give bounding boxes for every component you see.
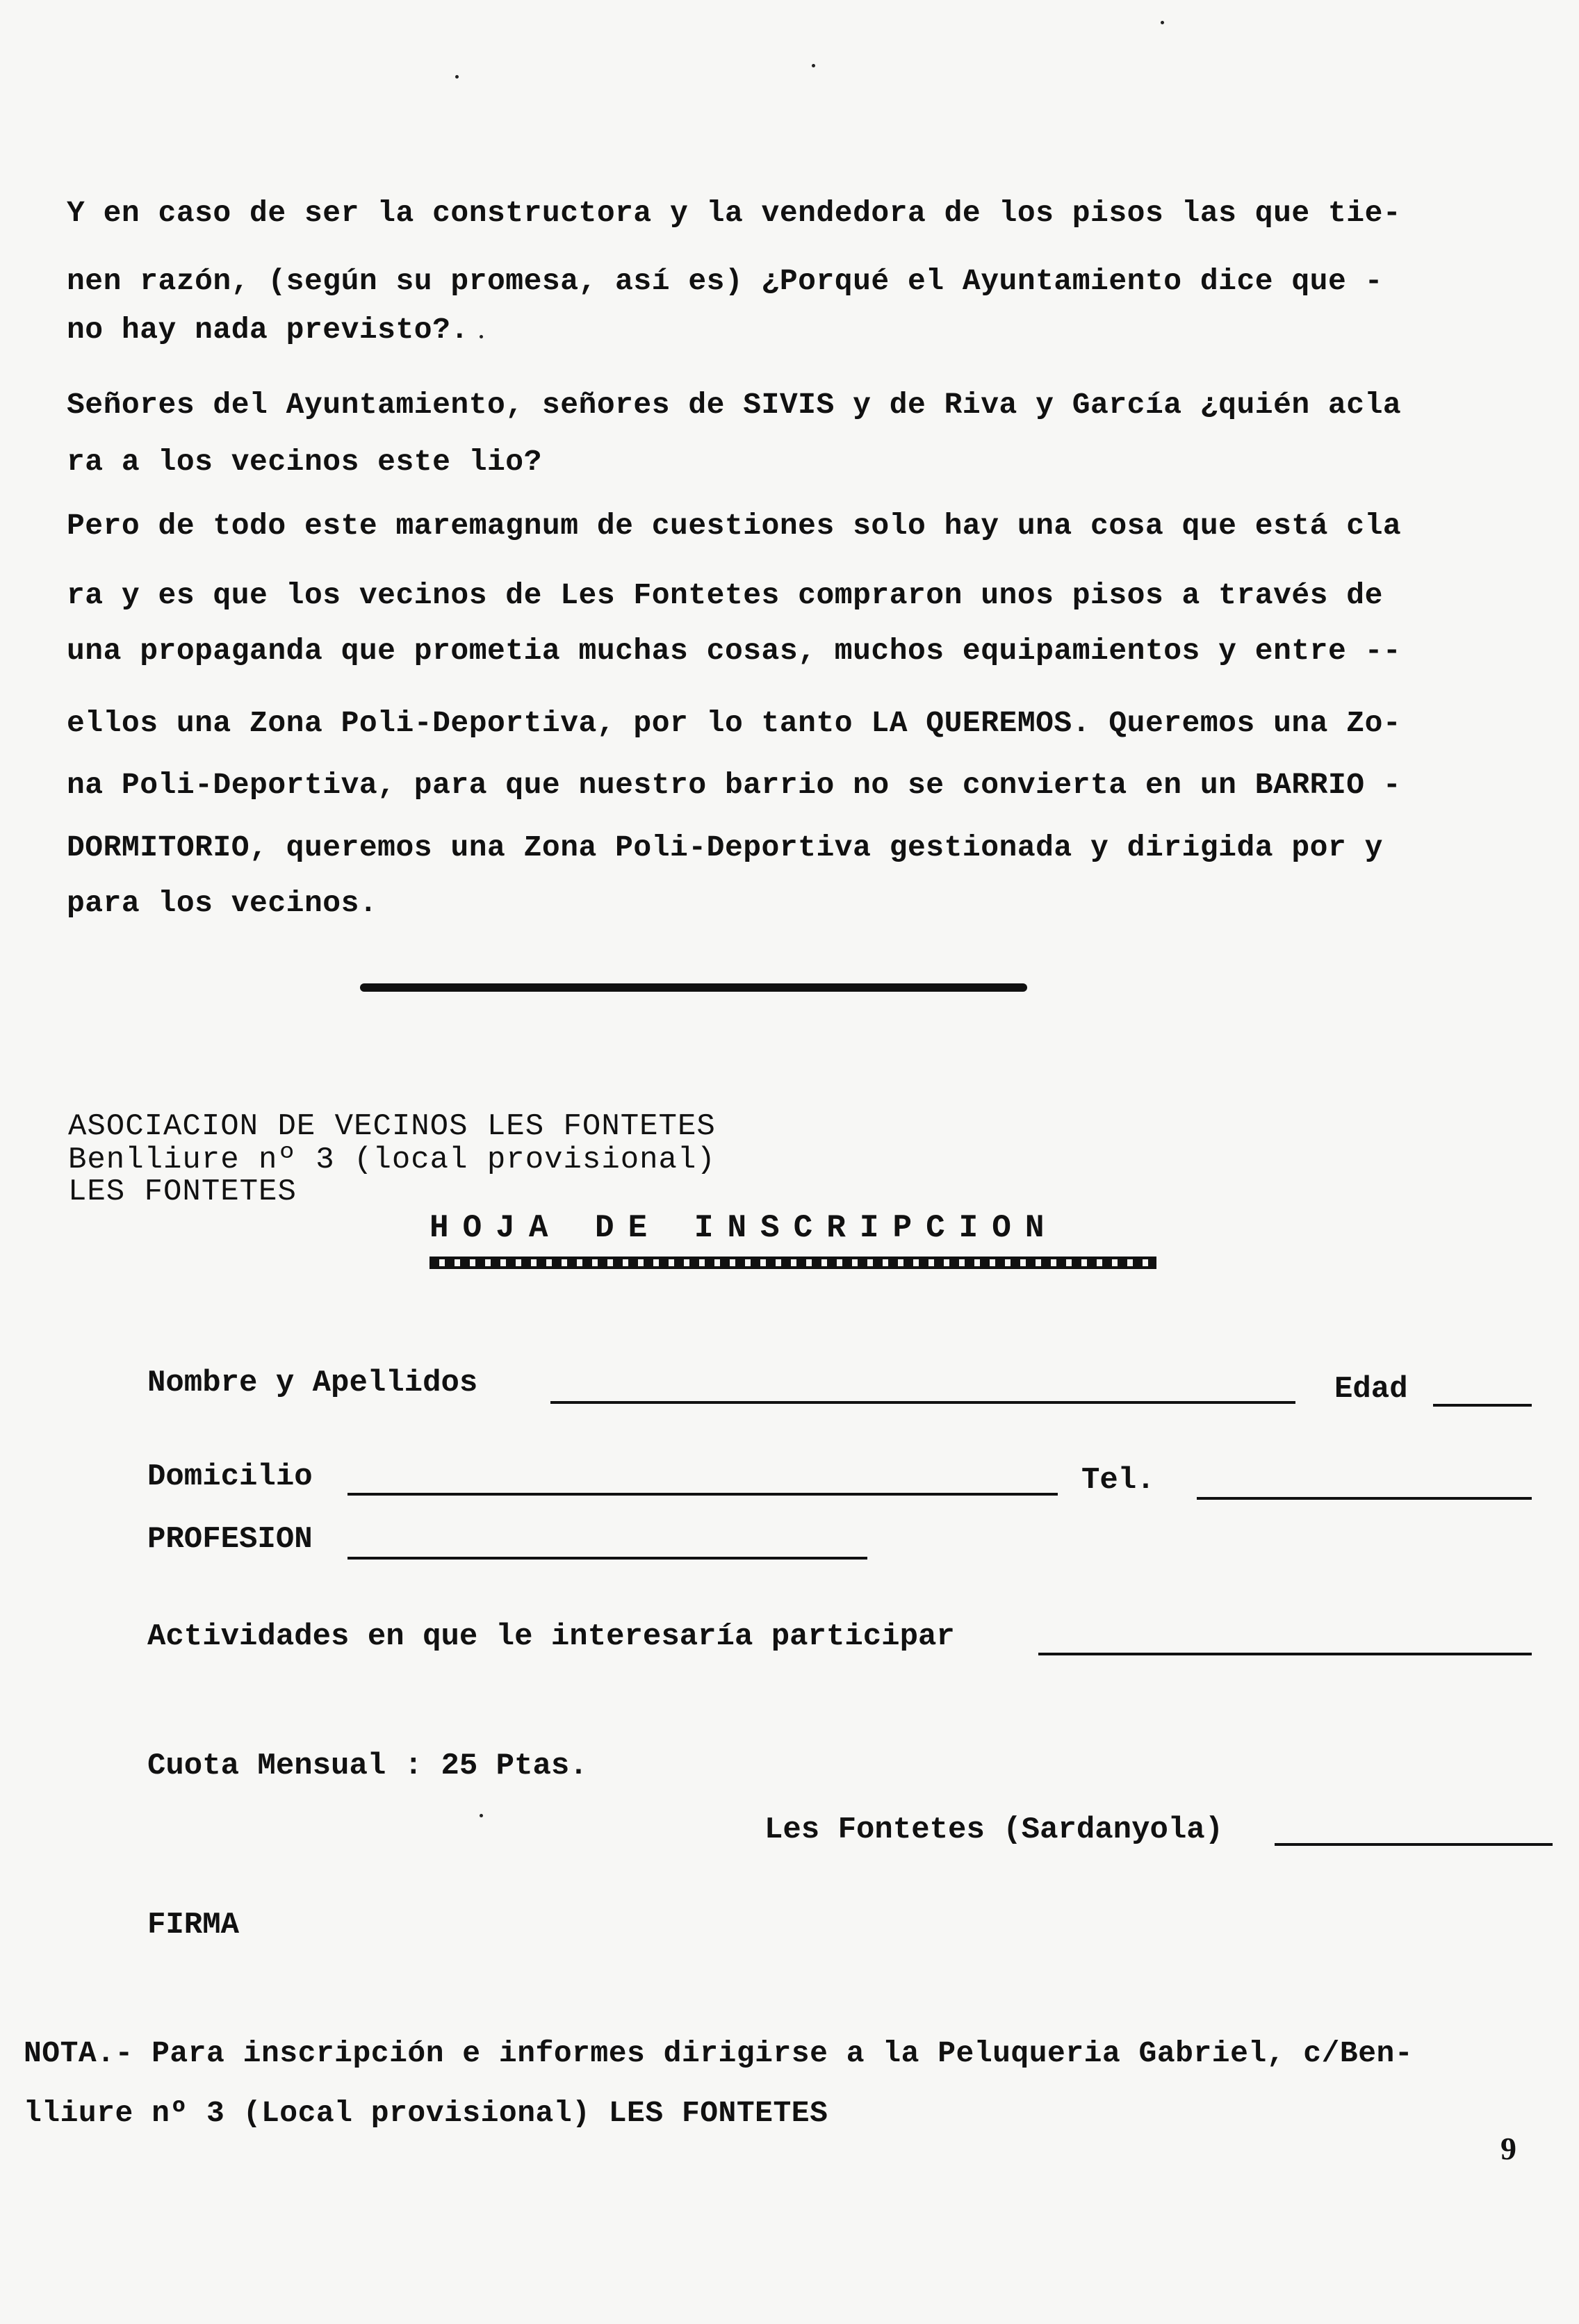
note-line: lliure nº 3 (Local provisional) LES FONTETES bbox=[24, 2096, 828, 2130]
paragraph-line: Señores del Ayuntamiento, señores de SIVIS y de Riva y García ¿quién acla bbox=[67, 388, 1402, 422]
separator-rule bbox=[360, 983, 1027, 992]
paragraph-line: na Poli-Deportiva, para que nuestro barrio no se convierta en un BARRIO - bbox=[67, 768, 1402, 802]
paragraph-line: nen razón, (según su promesa, así es) ¿Porqué el Ayuntamiento dice que - bbox=[67, 264, 1383, 298]
speck bbox=[1161, 21, 1164, 24]
paragraph-line: ellos una Zona Poli-Deportiva, por lo tanto LA QUEREMOS. Queremos una Zo- bbox=[67, 706, 1402, 740]
place-label: Les Fontetes (Sardanyola) bbox=[764, 1812, 1224, 1847]
age-field-line[interactable] bbox=[1433, 1404, 1532, 1407]
date-field-line[interactable] bbox=[1275, 1843, 1553, 1846]
paragraph-line: ra y es que los vecinos de Les Fontetes compraron unos pisos a través de bbox=[67, 578, 1383, 612]
paragraph-line: no hay nada previsto?. bbox=[67, 313, 469, 347]
speck bbox=[812, 64, 815, 67]
phone-label: Tel. bbox=[1081, 1463, 1155, 1498]
activities-label: Actividades en que le interesaría participar bbox=[147, 1619, 955, 1654]
paragraph-line: para los vecinos. bbox=[67, 886, 378, 920]
age-label: Edad bbox=[1334, 1372, 1408, 1407]
form-title: HOJA DE INSCRIPCION bbox=[429, 1210, 1058, 1246]
address-field-line[interactable] bbox=[347, 1493, 1058, 1496]
note-line: NOTA.- Para inscripción e informes dirigirse a la Peluqueria Gabriel, c/Ben- bbox=[24, 2036, 1414, 2070]
paragraph-line: Y en caso de ser la constructora y la vendedora de los pisos las que tie- bbox=[67, 196, 1402, 230]
title-double-rule bbox=[429, 1257, 1156, 1269]
association-name: ASOCIACION DE VECINOS LES FONTETES bbox=[68, 1109, 716, 1144]
phone-field-line[interactable] bbox=[1197, 1497, 1532, 1500]
profession-label: PROFESION bbox=[147, 1522, 313, 1557]
name-label: Nombre y Apellidos bbox=[147, 1366, 478, 1400]
speck bbox=[455, 75, 459, 79]
signature-label: FIRMA bbox=[147, 1908, 240, 1942]
profession-field-line[interactable] bbox=[347, 1557, 867, 1560]
address-label: Domicilio bbox=[147, 1459, 313, 1494]
paragraph-line: ra a los vecinos este lio? bbox=[67, 445, 542, 479]
fee-label: Cuota Mensual : 25 Ptas. bbox=[147, 1749, 588, 1783]
activities-field-line[interactable] bbox=[1038, 1653, 1532, 1655]
speck bbox=[480, 335, 483, 338]
association-address: Benlliure nº 3 (local provisional) bbox=[68, 1143, 716, 1177]
speck bbox=[480, 1814, 483, 1817]
page-number: 9 bbox=[1500, 2131, 1516, 2166]
paragraph-line: Pero de todo este maremagnum de cuestiones solo hay una cosa que está cla bbox=[67, 509, 1402, 543]
name-field-line[interactable] bbox=[550, 1401, 1295, 1404]
association-place: LES FONTETES bbox=[68, 1175, 297, 1209]
paragraph-line: una propaganda que prometia muchas cosas, muchos equipamientos y entre -- bbox=[67, 634, 1402, 668]
paragraph-line: DORMITORIO, queremos una Zona Poli-Deportiva gestionada y dirigida por y bbox=[67, 830, 1383, 865]
